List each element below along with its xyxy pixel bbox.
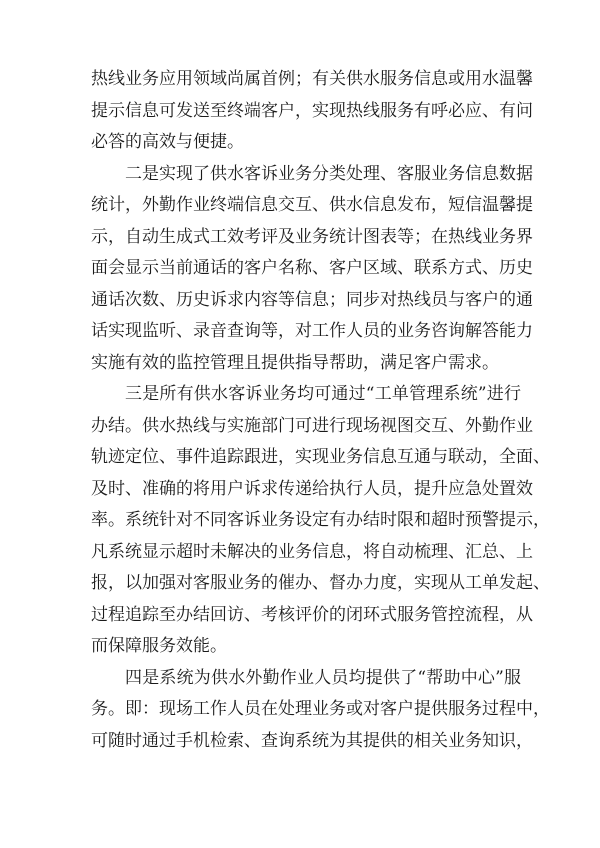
text-line: 话实现监听、录音查询等，对工作人员的业务咨询解答能力 xyxy=(91,321,533,341)
text-line: 轨迹定位、事件追踪跟进，实现业务信息互通与联动，全面、 xyxy=(91,447,550,467)
text-line: 面会显示当前通话的客户名称、客户区域、联系方式、历史 xyxy=(91,258,533,278)
text-line: 实施有效的监控管理且提供指导帮助，满足客户需求。 xyxy=(91,352,499,373)
text-line: 提示信息可发送至终端客户，实现热线服务有呼必应、有问 xyxy=(91,100,533,121)
paragraph-1 xyxy=(91,64,533,159)
document-body xyxy=(91,64,550,757)
text-line: 务。即：现场工作人员在处理业务或对客户提供服务过程中， xyxy=(91,699,550,719)
paragraph-3 xyxy=(91,379,550,663)
text-line: 通话次数、历史诉求内容等信息；同步对热线员与客户的通 xyxy=(91,289,533,310)
text-line: 可随时通过手机检索、查询系统为其提供的相关业务知识， xyxy=(91,730,533,751)
text-line: 四是系统为供水外勤作业人员均提供了“帮助中心”服 xyxy=(125,667,521,688)
text-line: 而保障服务效能。 xyxy=(91,636,227,656)
text-line: 三是所有供水客诉业务均可通过“工单管理系统”进行 xyxy=(125,384,521,404)
text-line: 过程追踪至办结回访、考核评价的闭环式服务管控流程，从 xyxy=(91,604,533,625)
text-line: 办结。供水热线与实施部门可进行现场视图交互、外勤作业 xyxy=(91,415,533,436)
text-line: 率。系统针对不同客诉业务设定有办结时限和超时预警提示， xyxy=(91,510,550,530)
paragraph-2 xyxy=(91,159,533,380)
text-line: 报，以加强对客服业务的催办、督办力度，实现从工单发起、 xyxy=(91,573,550,593)
text-line: 及时、准确的将用户诉求传递给执行人员，提升应急处置效 xyxy=(91,478,533,499)
text-line: 热线业务应用领域尚属首例；有关供水服务信息或用水温馨 xyxy=(91,69,533,89)
text-line: 二是实现了供水客诉业务分类处理、客服业务信息数据 xyxy=(125,163,533,184)
paragraph-4 xyxy=(91,663,550,758)
text-line: 必答的高效与便捷。 xyxy=(91,132,244,152)
text-line: 示，自动生成式工效考评及业务统计图表等；在热线业务界 xyxy=(91,226,533,247)
text-line: 凡系统显示超时未解决的业务信息，将自动梳理、汇总、上 xyxy=(91,541,533,562)
text-line: 统计，外勤作业终端信息交互、供水信息发布，短信温馨提 xyxy=(91,195,533,215)
